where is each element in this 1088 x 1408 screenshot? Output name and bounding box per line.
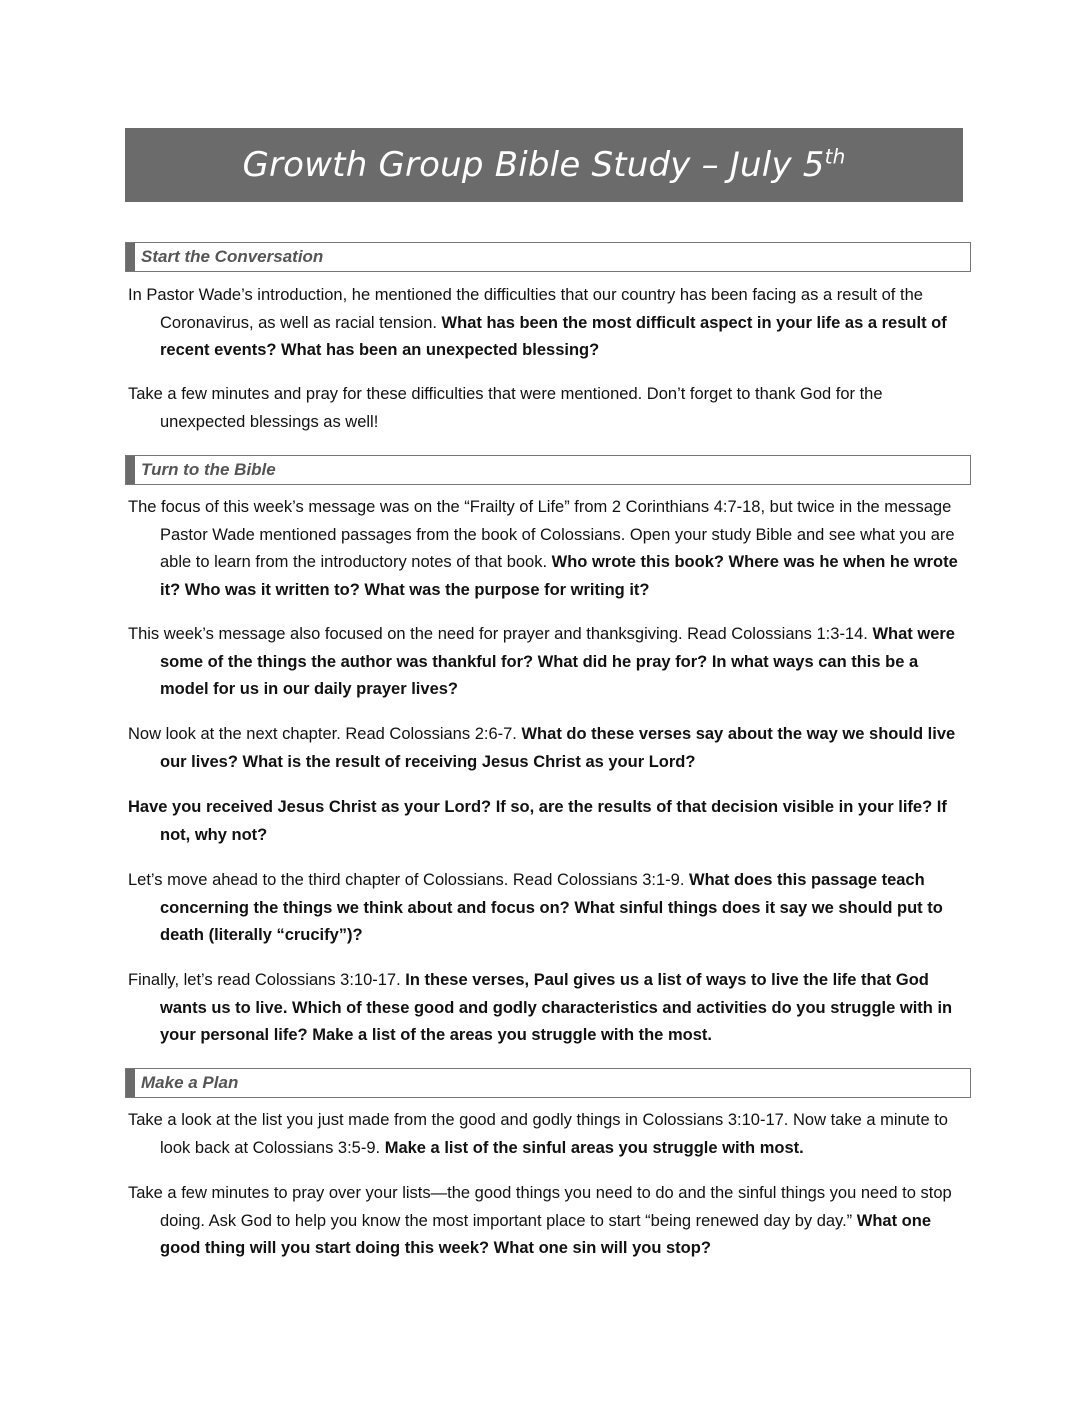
section-header-make-a-plan — [125, 1068, 971, 1098]
section-title-bible: Turn to the Bible — [141, 460, 276, 479]
paragraph-bible-1-text: The focus of this week’s message was on the “Frailty of Life” from 2 Corinthians 4:7-18, but twice in the message Pastor Wade mentioned passages from the book of Colossians. Open your study Bible and see what you are able to learn from the introductory notes of that book. — [128, 498, 955, 571]
paragraph-plan-2-question: What one good thing will you start doing this week? What one sin will you stop? — [160, 1211, 931, 1257]
paragraph-bible-5-text: Let’s move ahead to the third chapter of Colossians. Read Colossians 3:1-9. — [128, 871, 690, 889]
paragraph-bible-4-question: Have you received Jesus Christ as your Lord? If so, are the results of that decision visible in your life? If not, why not? — [128, 798, 947, 844]
section-accent-bar — [126, 243, 135, 271]
paragraph-bible-3-question: What do these verses say about the way we should live our lives? What is the result of receiving Jesus Christ as your Lord? — [160, 725, 956, 771]
paragraph-bible-1 — [128, 494, 968, 604]
paragraph-bible-2-text: This week’s message also focused on the need for prayer and thanksgiving. Read Colossians 1:3-14. — [128, 625, 873, 643]
page-title-main: Growth Group Bible Study – July 5 — [242, 145, 825, 185]
section-header-turn-to-bible — [125, 455, 971, 485]
paragraph-bible-5-question: What does this passage teach concerning the things we think about and focus on? What sinful things does it say we should put to death (literally “crucify”)? — [160, 871, 943, 944]
page-title — [242, 145, 845, 185]
paragraph-start-2 — [128, 381, 968, 436]
section-title-start: Start the Conversation — [141, 247, 324, 266]
section-accent-bar — [126, 456, 135, 484]
paragraph-start-1 — [128, 282, 968, 365]
paragraph-bible-5 — [128, 867, 968, 950]
paragraph-plan-2 — [128, 1180, 968, 1263]
paragraph-bible-2-question: What were some of the things the author was thankful for? What did he pray for? In what ways can this be a model for us in our daily prayer lives? — [160, 625, 955, 698]
paragraph-bible-6-text: Finally, let’s read Colossians 3:10-17. — [128, 971, 406, 989]
paragraph-bible-1-question: Who wrote this book? Where was he when he wrote it? Who was it written to? What was the purpose for writing it? — [160, 553, 958, 599]
paragraph-bible-3-text: Now look at the next chapter. Read Colossians 2:6-7. — [128, 725, 522, 743]
paragraph-plan-2-text: Take a few minutes to pray over your lists—the good things you need to do and the sinful things you need to stop doing. Ask God to help you know the most important place to start “being renewed day by day.” — [128, 1184, 952, 1230]
paragraph-start-2-text: Take a few minutes and pray for these difficulties that were mentioned. Don’t forget to thank God for the unexpected blessings as well! — [128, 385, 883, 431]
paragraph-plan-1-question: Make a list of the sinful areas you struggle with most. — [384, 1138, 804, 1157]
paragraph-plan-1-text: Take a look at the list you just made from the good and godly things in Colossians 3:10-17. Now take a minute to look back at Colossians 3:5-9. — [128, 1111, 948, 1157]
paragraph-bible-3 — [128, 721, 968, 776]
section-header-start-conversation — [125, 242, 971, 272]
section-title-plan: Make a Plan — [141, 1073, 239, 1092]
paragraph-start-1-question: What has been the most difficult aspect in your life as a result of recent events? What has been an unexpected blessing? — [160, 313, 947, 359]
paragraph-bible-6-question: In these verses, Paul gives us a list of ways to live the life that God wants us to live. Which of these good and godly characteristics and activities do you struggle with in your personal life? Make a list of the areas you struggle with the most. — [160, 971, 953, 1044]
paragraph-bible-2 — [128, 621, 968, 704]
section-accent-bar — [126, 1069, 135, 1097]
title-banner — [125, 128, 963, 202]
paragraph-start-1-text: In Pastor Wade’s introduction, he mentioned the difficulties that our country has been facing as a result of the Coronavirus, as well as racial tension. — [128, 286, 923, 332]
page-title-suffix: th — [824, 144, 846, 169]
paragraph-bible-6 — [128, 967, 968, 1050]
paragraph-bible-4 — [128, 794, 968, 849]
paragraph-plan-1 — [128, 1107, 968, 1162]
